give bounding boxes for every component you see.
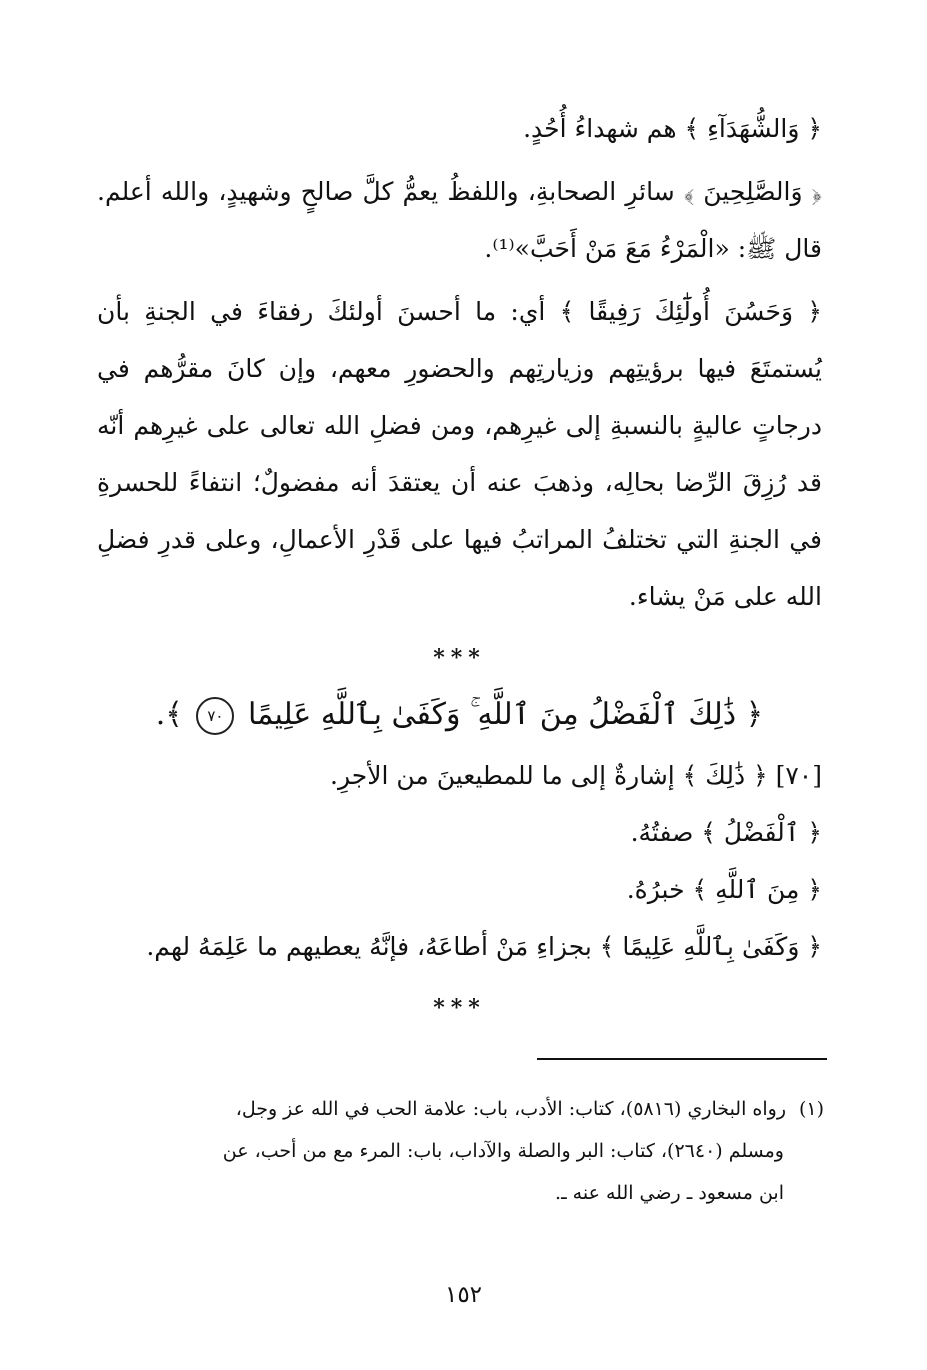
main-text <box>97 100 822 1033</box>
page-number: ١٥٢ <box>444 1282 483 1308</box>
paragraph-rafiqa: ﴿ وَحَسُنَ أُولَٰٓئِكَ رَفِيقًا ﴾ أي: ما أحسنَ أولئكَ رفقاءَ في الجنةِ بأن يُستمتَعَ فيها برؤيتِهم وزيارتِهم والحضورِ معهم، وإن كانَ مقرُّهم في درجاتٍ عاليةٍ بالنسبةِ إلى غيرِهم، ومن فضلِ الله تعالى على غيرِهم أنّه قد رُزِقَ الرِّضا بحالِه، وذهبَ عنه أن يعتقدَ أنه مفضولٌ؛ انتفاءً للحسرةِ في الجنةِ التي تختلفُ المراتبُ فيها على قَدْرِ الأعمالِ، وعلى قدرِ فضلِ الله على مَنْ يشاء. <box>97 297 822 611</box>
section-separator-2: *** <box>433 995 486 1021</box>
ayah-number-marker: ٧٠ <box>196 697 234 735</box>
commentary-minallah: ﴿ مِنَ ٱللَّهِ ﴾ خبرُهُ. <box>626 875 822 904</box>
quran-verse <box>97 683 822 747</box>
footnote-line-2: ومسلم (٢٦٤٠)، كتاب: البر والصلة والآداب، باب: المرء مع من أحب، عن <box>222 1140 784 1162</box>
footnotes <box>94 1088 824 1214</box>
commentary-dhalika: [٧٠] ﴿ ذَٰلِكَ ﴾ إشارةٌ إلى ما للمطيعينَ من الأجرِ. <box>330 761 822 790</box>
footnote-line-3: ابن مسعود ـ رضي الله عنه ـ. <box>555 1182 784 1204</box>
commentary-wakafa: ﴿ وَكَفَىٰ بِٱللَّهِ عَلِيمًا ﴾ بجزاءِ مَنْ أطاعَهُ، فإنَّهُ يعطيهم ما عَلِمَهُ لهم. <box>146 932 822 961</box>
section-separator: *** <box>433 645 486 671</box>
footnote-divider <box>537 1058 827 1060</box>
footnote-text-1: رواه البخاري (٥٨١٦)، كتاب: الأدب، باب: علامة الحب في الله عز وجل، <box>235 1098 786 1120</box>
commentary-alfadl: ﴿ ٱلْفَضْلُ ﴾ صفتُهُ. <box>630 818 822 847</box>
verse-text: ﴿ ذَٰلِكَ ٱلْفَضْلُ مِنَ ٱللَّهِ ۚ وَكَفَىٰ بِٱللَّهِ عَلِيمًا <box>247 697 764 732</box>
footnote-number: (١) <box>798 1098 824 1120</box>
paragraph-salihin: ﴿ وَالصَّلِحِينَ ﴾ سائرِ الصحابةِ، واللفظُ يعمُّ كلَّ صالحٍ وشهيدٍ، والله أعلم. قال ﷺ: «الْمَرْءُ مَعَ مَنْ أَحَبَّ»⁽¹⁾. <box>97 177 823 263</box>
paragraph-shuhada: ﴿ وَالشُّهَدَآءِ ﴾ هم شهداءُ أُحُدٍ. <box>523 114 822 143</box>
verse-closing: ﴾. <box>155 697 183 732</box>
footnote-line-1 <box>94 1088 824 1130</box>
